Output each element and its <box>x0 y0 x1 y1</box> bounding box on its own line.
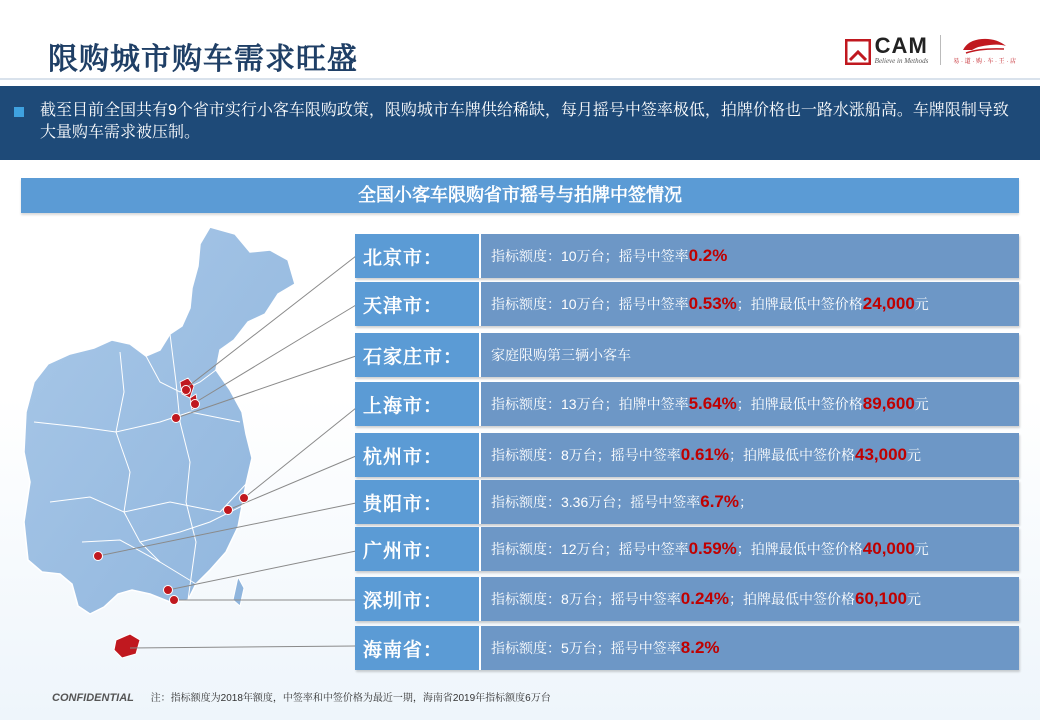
highlight-value: 0.61% <box>680 445 729 464</box>
cam-logo <box>845 32 929 65</box>
city-name: 北京市： <box>355 234 481 278</box>
bullet-square-icon <box>14 107 24 117</box>
china-map-icon <box>20 222 360 672</box>
info-text: ；拍牌最低中签价格 <box>736 296 863 312</box>
info-text: 家庭限购第三辆小客车 <box>491 347 631 363</box>
section-header: 全国小客车限购省市摇号与拍牌中签情况 <box>21 178 1019 213</box>
city-name: 贵阳市： <box>355 480 481 524</box>
info-text: 指标额度：10万台；摇号中签率 <box>491 296 689 312</box>
info-text: 指标额度：13万台；拍牌中签率 <box>491 396 689 412</box>
city-info <box>481 433 1019 477</box>
info-text: ；拍牌最低中签价格 <box>729 591 855 607</box>
info-text: 元 <box>907 591 921 607</box>
highlight-value: 0.24% <box>680 589 729 608</box>
highlight-value: 43,000 <box>855 445 907 464</box>
logo-separator <box>940 35 941 65</box>
info-text: 指标额度：8万台；摇号中签率 <box>491 591 681 607</box>
city-info <box>481 626 1019 670</box>
city-name: 天津市： <box>355 282 481 326</box>
highlight-value: 89,600 <box>862 394 915 413</box>
info-text: 指标额度：10万台；摇号中签率 <box>491 248 689 264</box>
city-row <box>355 282 1019 326</box>
city-row <box>355 480 1019 524</box>
summary-banner <box>0 86 1040 160</box>
title-divider <box>0 78 1040 80</box>
info-text: ；拍牌最低中签价格 <box>729 447 855 463</box>
city-row <box>355 577 1019 621</box>
info-text: ； <box>739 494 753 510</box>
cam-mark-icon <box>845 39 871 65</box>
info-text: 指标额度：12万台；摇号中签率 <box>491 541 689 557</box>
city-info <box>481 333 1019 377</box>
city-name: 石家庄市： <box>355 333 481 377</box>
info-text: 元 <box>914 541 929 557</box>
highlight-value: 40,000 <box>862 539 915 558</box>
cam-tagline: Believe in Methods <box>874 56 929 65</box>
car-logo-icon <box>960 34 1010 56</box>
highlight-value: 0.59% <box>688 539 737 558</box>
highlight-value: 0.2% <box>688 246 728 265</box>
confidential-label: CONFIDENTIAL <box>52 692 134 704</box>
city-info <box>481 527 1019 571</box>
city-row <box>355 527 1019 571</box>
highlight-value: 5.64% <box>688 394 737 413</box>
info-text: 元 <box>907 447 921 463</box>
info-text: ；拍牌最低中签价格 <box>736 541 863 557</box>
highlight-value: 24,000 <box>862 294 915 313</box>
cam-wordmark: CAM <box>874 32 928 58</box>
city-row <box>355 234 1019 278</box>
city-row <box>355 382 1019 426</box>
highlight-value: 6.7% <box>700 492 739 511</box>
footer <box>52 689 551 704</box>
car-logo <box>953 34 1016 65</box>
highlight-value: 0.53% <box>688 294 737 313</box>
highlight-value: 60,100 <box>855 589 907 608</box>
city-row <box>355 433 1019 477</box>
china-map <box>20 222 360 672</box>
page-title: 限购城市购车需求旺盛 <box>48 43 358 76</box>
city-info <box>481 382 1019 426</box>
info-text: 指标额度：8万台；摇号中签率 <box>491 447 681 463</box>
highlight-value: 8.2% <box>680 638 720 657</box>
city-info <box>481 577 1019 621</box>
city-name: 上海市： <box>355 382 481 426</box>
info-text: ；拍牌最低中签价格 <box>736 396 863 412</box>
logo-area <box>845 34 1016 65</box>
city-name: 广州市： <box>355 527 481 571</box>
info-text: 元 <box>914 396 929 412</box>
city-name: 杭州市： <box>355 433 481 477</box>
footnote: 注：指标额度为2018年额度，中签率和中签价格为最近一期，海南省2019年指标额度6万台 <box>150 693 551 704</box>
info-text: 指标额度：3.36万台；摇号中签率 <box>491 494 701 510</box>
city-info <box>481 282 1019 326</box>
city-info <box>481 234 1019 278</box>
summary-text: 截至目前全国共有9个省市实行小客车限购政策，限购城市车牌供给稀缺，每月摇号中签率极低，拍牌价格也一路水涨船高。车牌限制导致大量购车需求被压制。 <box>40 102 1009 141</box>
city-info <box>481 480 1019 524</box>
city-row <box>355 333 1019 377</box>
city-name: 深圳市： <box>355 577 481 621</box>
car-logo-caption: 易 · 道 · 购 · 车 · 王 · 店 <box>953 59 1016 65</box>
city-row <box>355 626 1019 670</box>
info-text: 元 <box>914 296 929 312</box>
info-text: 指标额度：5万台；摇号中签率 <box>491 640 681 656</box>
city-name: 海南省： <box>355 626 481 670</box>
